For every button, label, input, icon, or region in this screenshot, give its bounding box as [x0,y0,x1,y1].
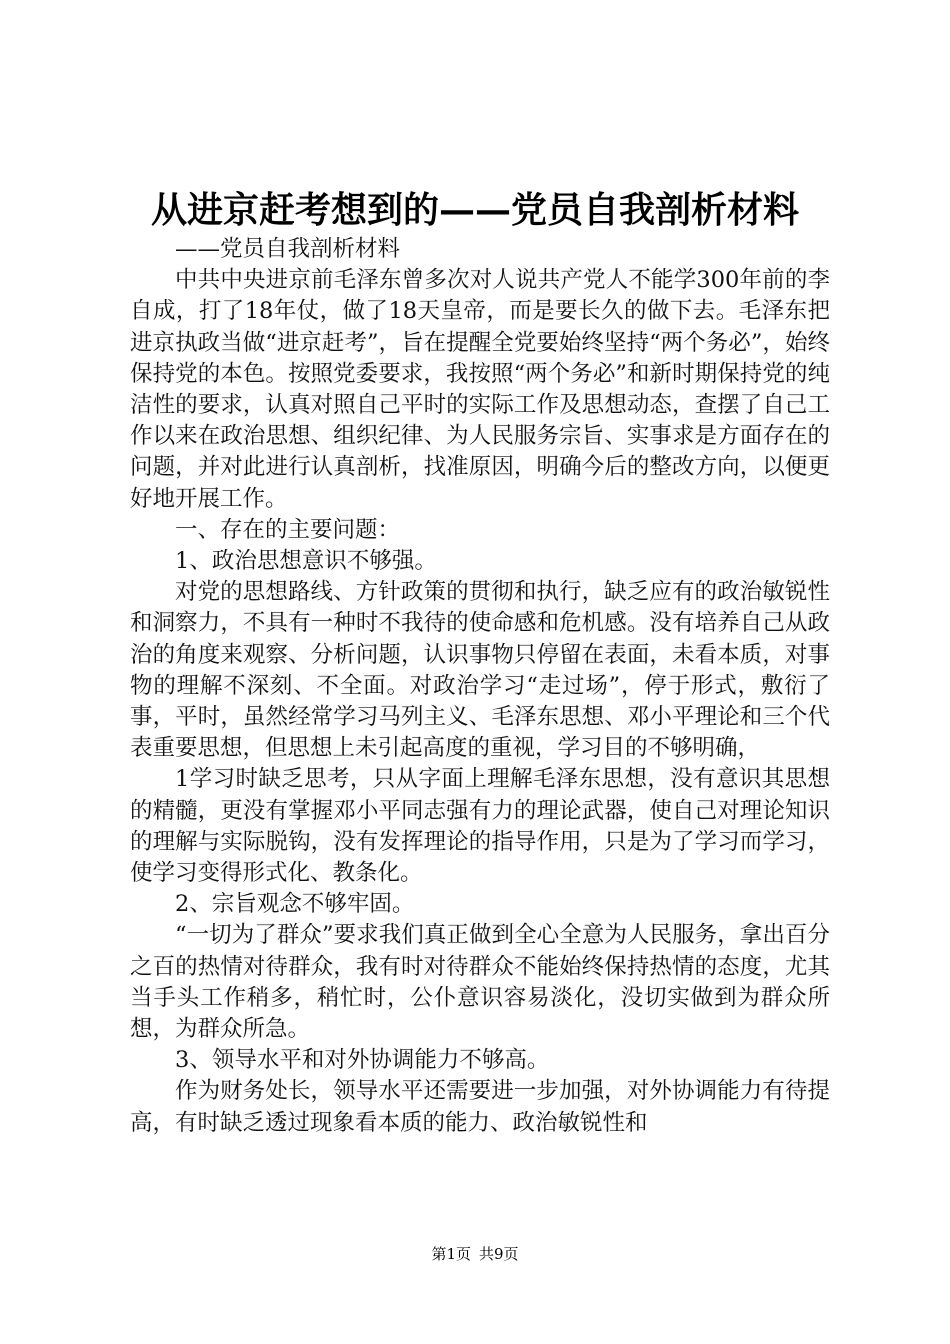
paragraph: “一切为了群众”要求我们真正做到全心全意为人民服务，拿出百分之百的热情对待群众，我有时对待群众不能始终保持热情的态度，尤其当手头工作稍多，稍忙时，公仆意识容易淡化，没切实做到为群众所想，为群众所急。 [130,922,830,1043]
subsection-heading: 2、宗旨观念不够牢固。 [175,891,415,918]
subsection-heading: 1、政治思想意识不够强。 [175,548,437,575]
paragraph-intro: 中共中央进京前毛泽东曾多次对人说共产党人不能学300年前的李自成，打了18年仗，做了18天皇帝，而是要长久的做下去。毛泽东把进京执政当做“进京赶考”，旨在提醒全党要始终坚持“两个务必”，始终保持党的本色。按照党委要求，我按照“两个务必”和新时期保持党的纯洁性的要求，认真对照自己平时的实际工作及思想动态，查摆了自己工作以来在政治思想、组织纪律、为人民服务宗旨、实事求是方面存在的问题，并对此进行认真剖析，找准原因，明确今后的整改方向，以便更好地开展工作。 [130,267,830,512]
paragraph: 1学习时缺乏思考，只从字面上理解毛泽东思想，没有意识其思想的精髓，更没有掌握邓小平同志强有力的理论武器，使自己对理论知识的理解与实际脱钩，没有发挥理论的指导作用，只是为了学习而学习，使学习变得形式化、教条化。 [130,766,830,887]
page-total: 共9页 [479,1245,519,1263]
paragraph-subtitle: ——党员自我剖析材料 [175,236,401,262]
document-title: 从进京赶考想到的——党员自我剖析材料 [150,189,799,231]
paragraph: 对党的思想路线、方针政策的贯彻和执行，缺乏应有的政治敏锐性和洞察力，不具有一种时不我待的使命感和危机感。没有培养自己从政治的角度来观察、分析问题，认识事物只停留在表面，未看本质，对事物的理解不深刻、不全面。对政治学习“走过场”，停于形式，敷衍了事，平时，虽然经常学习马列主义、毛泽东思想、邓小平理论和三个代表重要思想，但思想上未引起高度的重视，学习目的不够明确， [130,579,830,762]
paragraph: 作为财务处长，领导水平还需要进一步加强，对外协调能力有待提高，有时缺乏透过现象看本质的能力、政治敏锐性和 [130,1078,830,1136]
section-heading: 一、存在的主要问题： [175,516,401,543]
page-footer [0,1244,950,1264]
subsection-heading: 3、领导水平和对外协调能力不够高。 [175,1047,550,1074]
document-body [130,234,830,1139]
page-number: 第1页 [431,1245,471,1263]
